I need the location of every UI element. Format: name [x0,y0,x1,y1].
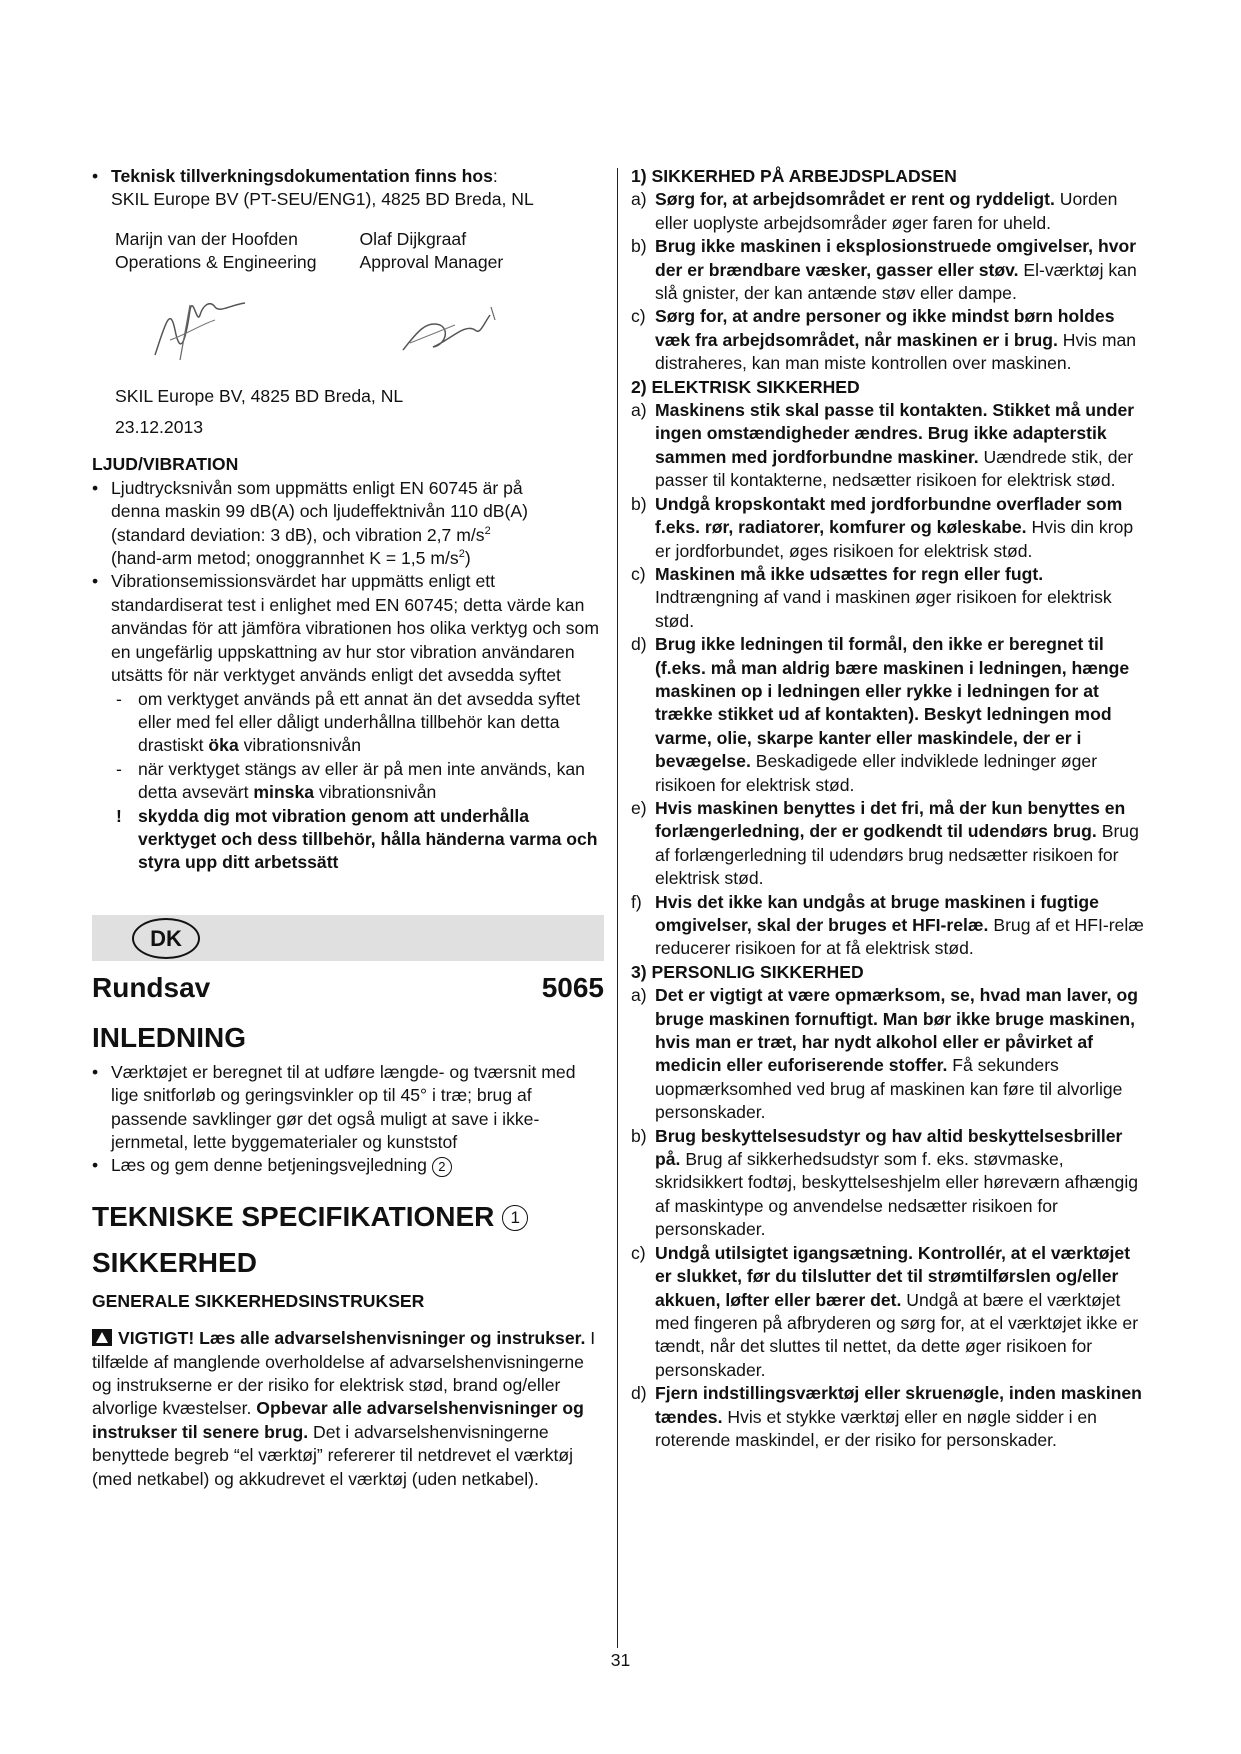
specs-heading-text: TEKNISKE SPECIFIKATIONER [92,1200,495,1232]
tech-doc-label: Teknisk tillverkningsdokumentation finns hos [111,166,493,186]
signatory-2-name: Olaf Dijkgraaf [359,228,467,249]
item-letter: e) [631,797,647,818]
vibration-warning-text: skydda dig mot vibration genom att underhålla verktyget och dess tillbehör, hålla händerna varma och styra upp ditt arbetssätt [138,805,598,873]
s3-d-bold: Fjern indstillingsværktøj eller skruenøgle, inden maskinen tændes. [655,1383,1142,1427]
product-title [92,971,604,1005]
s2-b-text: Hvis din krop er jordforbundet, øges risikoen for elektrisk stød. [655,517,1134,561]
column-divider [617,168,618,1648]
intro-bullet-2-text: Læs og gem denne betjeningsvejledning [111,1155,427,1176]
dash-mark: - [116,758,122,779]
s2-item-d [631,633,1146,797]
item-letter: c) [631,306,646,327]
signatory-2-role: Approval Manager [359,252,504,273]
s2-d-text: Beskadigede eller indviklede ledninger øger risikoen for elektrisk stød. [655,751,1098,795]
sound-dash-1-emph: öka [208,735,239,756]
s1-b-bold: Brug ikke maskinen i eksplosionstruede omgivelser, hvor der er brændbare væsker, gasser eller støv. [655,236,1137,280]
s2-a-text: Uændrede stik, der passer til kontakterne, nedsætter risikoen for elektrisk stød. [655,446,1134,491]
specs-heading [92,1200,604,1234]
sound-vibration-heading: LJUD/VIBRATION [92,454,239,475]
item-letter: a) [631,985,647,1006]
closing-paren: ) [464,548,471,569]
sound-dash-1-text: om verktyget används på ett annat än det avsedda syftet eller med fel eller dåligt underhållna tillbehör kan detta drastiskt [138,688,581,756]
s1-c-bold: Sørg for, at andre personer og ikke mindst børn holdes væk fra arbejdsområdet, når maskinen er i brug. [655,306,1115,350]
s2-e-text: Brug af forlængerledning til udendørs brug nedsætter risikoen for elektrisk stød. [655,821,1139,889]
item-letter: b) [631,493,647,514]
item-letter: a) [631,400,647,421]
signatory-1-name: Marijn van der Hoofden [115,228,298,249]
s1-a-text: Uorden eller uoplyste arbejdsområder øger faren for uheld. [655,189,1118,233]
signatory-2 [360,228,605,275]
s2-item-b [631,493,1146,563]
s1-b-text: El-værktøj kan slå gnister, der kan antænde støv eller dampe. [655,259,1137,304]
s3-b-bold: Brug beskyttelsesudstyr og hav altid beskyttelsesbriller på. [655,1125,1123,1170]
sound-dash-2-text: när verktyget stängs av eller är på men inte används, kan detta avsevärt [138,758,585,803]
company-address: SKIL Europe BV, 4825 BD Breda, NL [115,385,404,406]
signatories [115,228,604,275]
s2-e-bold: Hvis maskinen benyttes i det fri, må der kun benyttes en forlængerledning, der er godkendt til udendørs brug. [655,797,1126,842]
safety-heading: SIKKERHED [92,1246,257,1278]
s3-item-a [631,984,1146,1124]
item-letter: c) [631,1242,646,1263]
s2-f-text: Brug af et HFI-relæ reducerer risikoen for at få elektrisk stød. [655,915,1144,959]
s2-a-bold: Maskinens stik skal passe til kontakten. Stikket må under ingen omstændigheder ændres. Brug ikke adapterstik sammen med jordforbundne maskiner. [655,400,1135,467]
product-model: 5065 [541,971,604,1003]
safety-subheading: GENERALE SIKKERHEDSINSTRUKSER [92,1290,425,1311]
s1-item-c [631,305,1146,375]
item-letter: d) [631,1383,647,1404]
s2-heading: 2) ELEKTRISK SIKKERHED [631,376,860,397]
item-letter: d) [631,634,647,655]
s3-c-bold: Undgå utilsigtet igangsætning. Kontrollér, at el værktøjet er slukket, før du tilslutter det til strømtilførslen og/eller akkuen, løfter eller bærer det. [655,1242,1131,1310]
s2-d-bold: Brug ikke ledningen til formål, den ikke er beregnet til (f.eks. må man aldrig bære maskinen i ledningen, hænge maskinen op i ledningen eller rykke i ledningen for at trække stikket ud af kontakten). Beskyt ledningen mod varme, olie, skarpe kanter eller maskindele, der er i bevægelse. [655,634,1130,772]
intro-bullet-1: • Værktøjet er beregnet til at udføre længde- og tværsnit med lige snitforløb og geringsvinkler op til 45° i træ; brug af passende savklinger gør det også muligt at save i ikke-jernmetal, lette byggematerialer og kunststof [92,1061,604,1155]
safety-intro-bold-2: Opbevar alle advarselshenvisninger og instrukser til senere brug. [92,1398,584,1442]
squared-superscript: 2 [484,524,491,537]
vibration-warning [92,805,604,875]
s2-item-f [631,891,1146,961]
page-number: 31 [610,1650,631,1670]
s3-item-b [631,1125,1146,1242]
s3-d-text: Hvis et stykke værktøj eller en nøgle sidder i en roterende maskindel, er der risiko for personskader. [655,1406,1097,1450]
sound-dash-2 [92,758,604,805]
language-bar [92,915,604,961]
exclamation-mark: ! [116,805,122,826]
sound-dash-2-end: vibrationsnivån [318,782,437,803]
s3-a-text: Få sekunders uopmærksomhed ved brug af maskinen kan føre til alvorlige personskader. [655,1055,1123,1123]
s2-c-bold: Maskinen må ikke udsættes for regn eller fugt. [655,563,1044,584]
sound-bullet-1-line-4: (hand-arm metod; onoggrannhet K = 1,5 m/s [111,548,459,569]
sound-dash-1-end: vibrationsnivån [243,735,361,756]
signatory-1 [115,228,360,275]
s1-c-text: Hvis man distraheres, kan man miste kontrollen over maskinen. [655,329,1137,374]
s3-b-text: Brug af sikkerhedsudstyr som f. eks. støvmaske, skridsikkert fodtøj, beskyttelseshjelm eller høreværn afhængig af maskintype og anvendelse nedsætter risikoen for personskader. [655,1149,1139,1240]
s2-c-text: Indtrængning af vand i maskinen øger risikoen for elektrisk stød. [655,587,1112,631]
product-name: Rundsav [92,971,211,1003]
item-letter: b) [631,1125,647,1146]
right-column [631,165,1146,1452]
s3-item-c [631,1242,1146,1382]
language-badge: DK [132,918,200,959]
s2-f-bold: Hvis det ikke kan undgås at bruge maskinen i fugtige omgivelser, skal der bruges et HFI-relæ. [655,891,1099,935]
tech-doc-colon: : [492,166,498,186]
intro-bullet-2 [92,1154,604,1177]
left-column [92,165,604,1491]
signatures [115,275,604,385]
signatory-1-role: Operations & Engineering [115,252,317,273]
figure-ref-1: 1 [502,1205,528,1231]
sound-dash-1 [92,688,604,758]
s1-item-a [631,188,1146,235]
date: 23.12.2013 [115,417,204,438]
tech-doc-bullet [92,165,604,212]
s1-a-bold: Sørg for, at arbejdsområdet er rent og ryddeligt. [655,189,1055,210]
sound-bullet-1 [92,477,604,571]
s3-c-text: Undgå at bære el værktøjet med fingeren på afbryderen og sørg for, at el værktøjet ikke er tændt, når det sluttes til nettet, da dette øger risikoen for personskader. [655,1289,1139,1380]
safety-intro-bold-1: VIGTIGT! Læs alle advarselshenvisninger og instrukser. [118,1328,586,1349]
safety-intro-text-2: Det i advarselshenvisningerne benyttede begreb “el værktøj” refererer til netdrevet el værktøj (med netkabel) og akkudrevet el værktøj (uden netkabel). [92,1421,574,1489]
s3-item-d [631,1382,1146,1452]
item-letter: c) [631,563,646,584]
sound-bullet-2: • Vibrationsemissionsvärdet har uppmätts enligt ett standardiserat test i enlighet med EN 60745; detta värde kan användas för att jämföra vibrationen hos olika verktyg och som en ungefärlig uppskattning av hur stor vibration användaren utsätts för när verktyget används enligt det avsedda syftet [92,570,604,687]
s2-item-e [631,797,1146,891]
intro-heading: INLEDNING [92,1021,246,1053]
warning-icon [92,1329,112,1346]
item-letter: a) [631,189,647,210]
safety-intro-paragraph [92,1327,604,1491]
item-letter: b) [631,236,647,257]
signature-1-image [145,285,255,365]
sound-bullet-1-line-3: (standard deviation: 3 dB), och vibration 2,7 m/s [111,524,485,545]
sound-bullet-1-line-2: denna maskin 99 dB(A) och ljudeffektnivån 110 dB(A) [111,501,528,522]
signature-2-image [395,295,505,365]
squared-superscript: 2 [458,548,465,561]
s2-b-bold: Undgå kropskontakt med jordforbundne overflader som f.eks. rør, radiatorer, komfurer og køleskabe. [655,493,1123,538]
s1-heading: 1) SIKKERHED PÅ ARBEJDSPLADSEN [631,166,957,186]
s2-item-a [631,399,1146,493]
sound-bullet-1-line-1: Ljudtrycksnivån som uppmätts enligt EN 60745 är på [111,477,523,498]
s1-item-b [631,235,1146,305]
s3-heading: 3) PERSONLIG SIKKERHED [631,961,864,982]
safety-intro-text-1: I tilfælde af manglende overholdelse af advarselshenvisningerne og instrukserne er der risiko for elektrisk stød, brand og/eller alvorlige kvæstelser. [92,1328,596,1419]
s2-item-c [631,563,1146,633]
s3-a-bold: Det er vigtigt at være opmærksom, se, hvad man laver, og bruge maskinen fornuftigt. Man bør ikke bruge maskinen, hvis man er træt, har nydt alkohol eller er påvirket af medicin eller euforiserende stoffer. [655,985,1139,1076]
tech-doc-address: SKIL Europe BV (PT-SEU/ENG1), 4825 BD Breda, NL [111,189,534,210]
dash-mark: - [116,688,122,709]
sound-dash-2-emph: minska [253,782,315,803]
figure-ref-2: 2 [432,1157,452,1177]
item-letter: f) [631,891,642,912]
